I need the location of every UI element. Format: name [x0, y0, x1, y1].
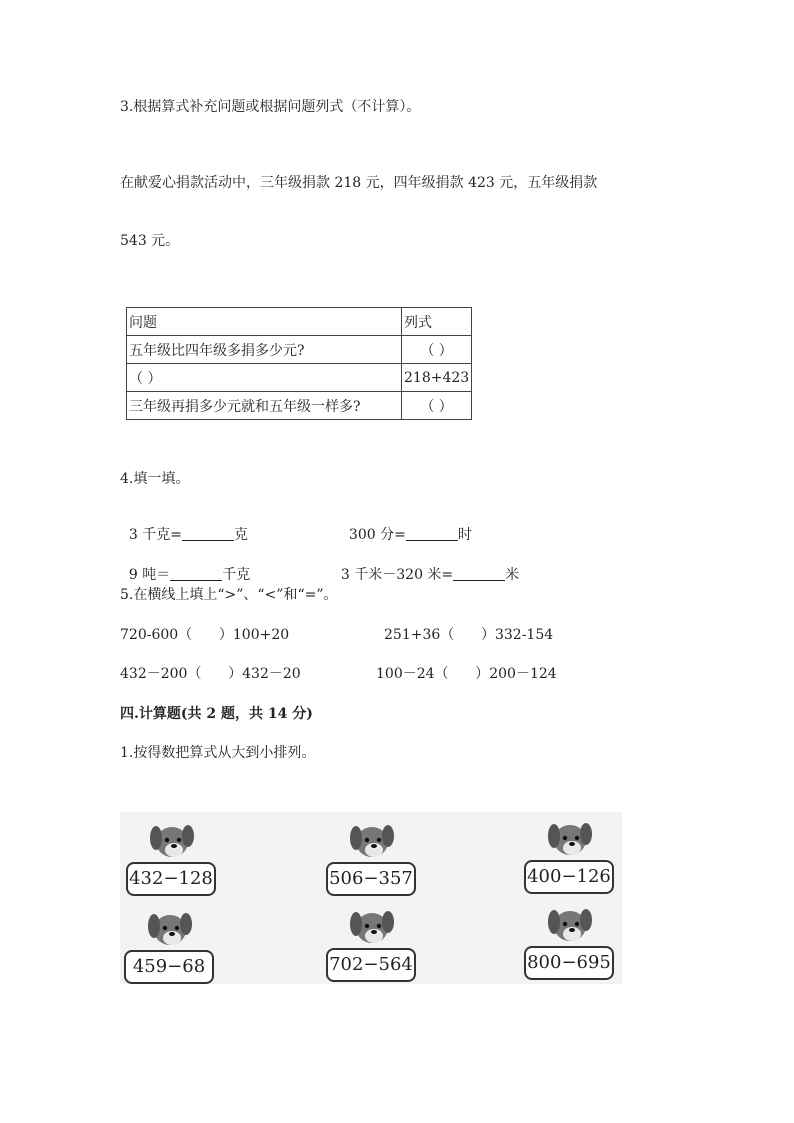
section4-q1-title: 1.按得数把算式从大到小排列。 [120, 745, 316, 761]
table-cell-expression: （ ） [402, 392, 472, 420]
dog-card [524, 904, 620, 984]
q3-table [126, 307, 472, 420]
q4-item [340, 508, 472, 544]
q4-item-right: 时 [457, 527, 472, 543]
q5-item: 720-600（ ）100+20 [120, 627, 290, 643]
q5-item: 251+36（ ）332-154 [384, 627, 554, 643]
q4-item-right: 米 [505, 567, 520, 583]
table-cell-expression: （ ） [402, 336, 472, 364]
expression-card: 800−695 [524, 946, 614, 980]
table-header-question: 问题 [127, 308, 402, 336]
table-header-row [127, 308, 472, 336]
dog-icon [346, 820, 396, 866]
q5-item: 432－200（ ）432－20 [120, 666, 301, 682]
q3-paragraph-line2: 543 元。 [120, 233, 180, 249]
section4-title: 四.计算题(共 2 题，共 14 分) [120, 706, 313, 722]
answer-blank[interactable] [406, 526, 458, 541]
q4-item-right: 千克 [222, 567, 251, 583]
expression-card: 400−126 [524, 860, 614, 894]
expression-card: 702−564 [326, 948, 416, 982]
dog-icon [346, 906, 396, 952]
table-cell-expression: 218+423 [402, 364, 472, 392]
q3-title: 3.根据算式补充问题或根据问题列式（不计算）。 [120, 99, 421, 115]
q4-title: 4.填一填。 [120, 471, 190, 487]
dog-card [524, 818, 620, 898]
table-header-expression: 列式 [402, 308, 472, 336]
dog-card [124, 908, 220, 988]
dog-icon [544, 818, 594, 864]
q5-item: 100－24（ ）200－124 [376, 666, 557, 682]
q4-item-left: 3 千米－320 米= [340, 567, 454, 583]
q5-title: 5.在横线上填上“>”、“<”和“=”。 [120, 587, 338, 603]
expression-card: 506−357 [326, 862, 416, 896]
expression-card: 432−128 [126, 862, 216, 896]
table-row [127, 392, 472, 420]
q4-item-left: 9 吨＝ [128, 567, 171, 583]
q4-item [120, 508, 248, 544]
dog-card [126, 820, 222, 900]
q4-item [332, 548, 519, 584]
dog-cards-picture [120, 812, 622, 984]
expression-card: 459−68 [124, 950, 214, 984]
q4-item-left: 300 分= [348, 527, 406, 543]
dog-icon [146, 820, 196, 866]
dog-icon [544, 904, 594, 950]
table-cell-question: 三年级再捐多少元就和五年级一样多? [127, 392, 402, 420]
answer-blank[interactable] [170, 566, 222, 581]
dog-icon [144, 908, 194, 954]
table-row [127, 336, 472, 364]
q3-paragraph-line1: 在献爱心捐款活动中，三年级捐款 218 元，四年级捐款 423 元，五年级捐款 [120, 175, 598, 191]
q4-item [120, 548, 250, 584]
table-cell-question: （ ） [127, 364, 402, 392]
dog-card [326, 820, 422, 900]
q4-item-left: 3 千克= [128, 527, 182, 543]
q4-item-right: 克 [234, 527, 248, 543]
answer-blank[interactable] [453, 566, 505, 581]
table-row [127, 364, 472, 392]
dog-card [326, 906, 422, 986]
table-cell-question: 五年级比四年级多捐多少元? [127, 336, 402, 364]
answer-blank[interactable] [182, 526, 234, 541]
